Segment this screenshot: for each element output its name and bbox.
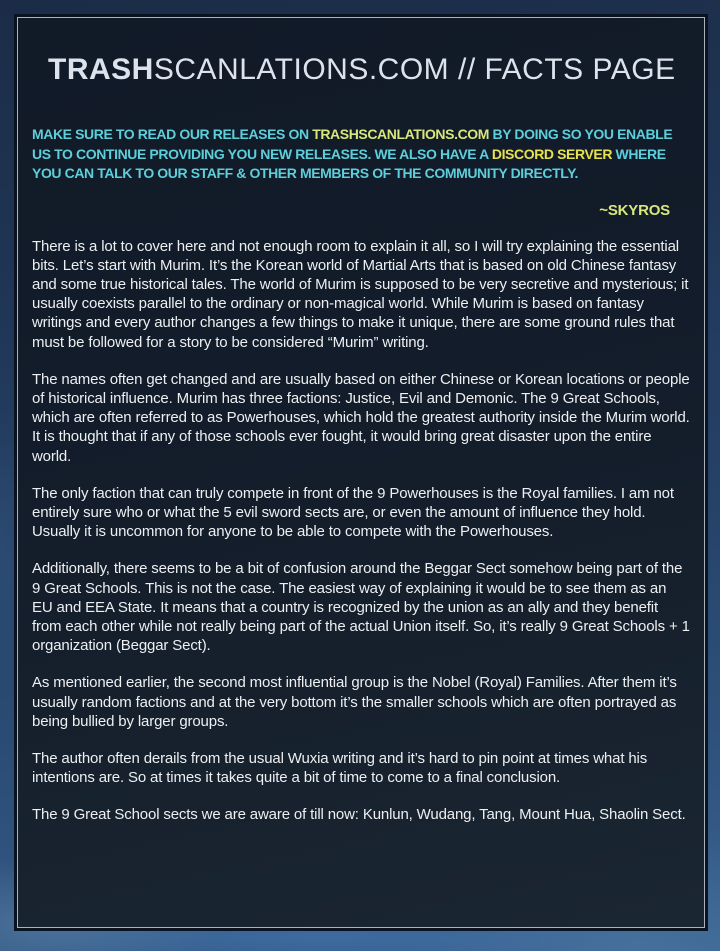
body-paragraph: The 9 Great School sects we are aware of till now: Kunlun, Wudang, Tang, Mount Hua, Shaolin Sect.	[32, 806, 686, 824]
intro-text-segment: WHERE YOU CAN TALK TO OUR STAFF & OTHER MEMBERS OF THE COMMUNITY DIRECTLY.	[32, 145, 666, 181]
site-url-highlight: TRASHSCANLATIONS.COM	[312, 126, 490, 142]
body-paragraph: As mentioned earlier, the second most influential group is the Nobel (Royal) Families. After them it’s usually random factions and at the very bottom it’s the smaller schools which are often portrayed as being bullied by larger groups.	[32, 674, 677, 730]
intro-notice	[32, 125, 690, 184]
author-signature: ~SKYROS	[599, 201, 670, 219]
intro-text-segment: MAKE SURE TO READ OUR RELEASES ON	[32, 126, 313, 142]
discord-server-highlight: DISCORD SERVER	[491, 145, 613, 162]
body-paragraph: Additionally, there seems to be a bit of confusion around the Beggar Sect somehow being part of the 9 Great Schools. This is not the case. The easiest way of explaining it would be to see them as an EU and EEA State. It means that a country is recognized by the union as an ally and they benefit from each other while not really being part of the actual Union itself. So, it’s really 9 Great Schools + 1 organization (Beggar Sect).	[32, 560, 690, 655]
brand-name: TRASH	[48, 53, 154, 86]
body-paragraph: The author often derails from the usual Wuxia writing and it’s hard to pin point at times what his intentions are. So at times it takes quite a bit of time to come to a final conclusion.	[32, 749, 648, 787]
body-paragraph: There is a lot to cover here and not enough room to explain it all, so I will try explaining the essential bits. Let’s start with Murim. It’s the Korean world of Martial Arts that is based on old Chinese fantasy and some true historical tales. The world of Murim is supposed to be very secretive and mysterious; it usually coexists parallel to the ordinary or non-magical world. While Murim is based on fantasy writings and every author changes a few things to make it unique, there are some ground rules that must be followed for a story to be considered “Murim” writing.	[32, 237, 689, 351]
intro-text-segment: BY DOING SO YOU ENABLE US TO CONTINUE PROVIDING YOU NEW RELEASES. WE ALSO HAVE A	[32, 126, 673, 162]
facts-panel	[17, 17, 705, 928]
facts-panel-frame	[14, 14, 708, 931]
facts-body	[32, 237, 690, 825]
body-paragraph: The only faction that can truly compete in front of the 9 Powerhouses is the Royal families. I am not entirely sure who or what the 5 evil sword sects are, or even the amount of influence they hold. Usually it is uncommon for anyone to be able to compete with the Powerhouses.	[32, 484, 674, 541]
body-paragraph: The names often get changed and are usually based on either Chinese or Korean locations or people of historical influence. Murim has three factions: Justice, Evil and Demonic. The 9 Great Schools, which are often referred to as Powerhouses, which hold the greatest authority inside the Murim world. It is thought that if any of those schools ever fought, it would bring great disaster upon the entire world.	[32, 370, 690, 465]
page-title	[32, 51, 690, 89]
page-title-rest: SCANLATIONS.COM // FACTS PAGE	[153, 53, 676, 86]
